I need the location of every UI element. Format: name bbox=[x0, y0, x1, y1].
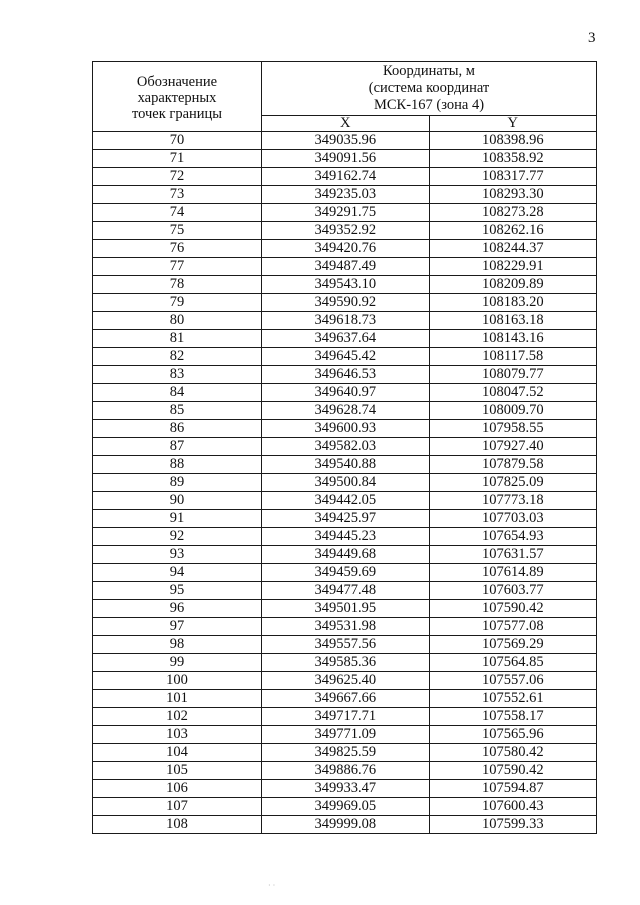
x-coordinate-cell: 349162.74 bbox=[262, 168, 430, 186]
table-row bbox=[93, 222, 597, 240]
x-coordinate-cell: 349557.56 bbox=[262, 636, 430, 654]
table-row bbox=[93, 150, 597, 168]
point-cell: 72 bbox=[93, 168, 262, 186]
table-row bbox=[93, 186, 597, 204]
x-coordinate-cell: 349585.36 bbox=[262, 654, 430, 672]
point-cell: 77 bbox=[93, 258, 262, 276]
coordinates-header bbox=[262, 62, 597, 116]
x-coordinate-cell: 349771.09 bbox=[262, 726, 430, 744]
x-coordinate-cell: 349442.05 bbox=[262, 492, 430, 510]
table-row bbox=[93, 708, 597, 726]
y-coordinate-cell: 108117.58 bbox=[429, 348, 597, 366]
table-row bbox=[93, 600, 597, 618]
y-coordinate-cell: 107600.43 bbox=[429, 798, 597, 816]
point-cell: 78 bbox=[93, 276, 262, 294]
point-cell: 76 bbox=[93, 240, 262, 258]
table-row bbox=[93, 456, 597, 474]
x-coordinate-cell: 349640.97 bbox=[262, 384, 430, 402]
point-cell: 88 bbox=[93, 456, 262, 474]
x-coordinate-cell: 349628.74 bbox=[262, 402, 430, 420]
point-cell: 80 bbox=[93, 312, 262, 330]
point-cell: 98 bbox=[93, 636, 262, 654]
point-cell: 81 bbox=[93, 330, 262, 348]
point-cell: 79 bbox=[93, 294, 262, 312]
point-cell: 93 bbox=[93, 546, 262, 564]
y-coordinate-cell: 107594.87 bbox=[429, 780, 597, 798]
x-coordinate-cell: 349600.93 bbox=[262, 420, 430, 438]
x-coordinate-cell: 349425.97 bbox=[262, 510, 430, 528]
point-cell: 94 bbox=[93, 564, 262, 582]
point-cell: 105 bbox=[93, 762, 262, 780]
y-coordinate-cell: 108163.18 bbox=[429, 312, 597, 330]
point-cell: 73 bbox=[93, 186, 262, 204]
y-coordinate-cell: 108143.16 bbox=[429, 330, 597, 348]
point-cell: 102 bbox=[93, 708, 262, 726]
x-coordinate-cell: 349420.76 bbox=[262, 240, 430, 258]
point-cell: 100 bbox=[93, 672, 262, 690]
x-column-header: X bbox=[262, 116, 430, 132]
y-column-header: Y bbox=[429, 116, 597, 132]
table-row bbox=[93, 366, 597, 384]
y-coordinate-cell: 107703.03 bbox=[429, 510, 597, 528]
y-coordinate-cell: 107879.58 bbox=[429, 456, 597, 474]
x-coordinate-cell: 349999.08 bbox=[262, 816, 430, 834]
point-cell: 92 bbox=[93, 528, 262, 546]
point-header-line: точек границы bbox=[131, 105, 223, 122]
x-coordinate-cell: 349618.73 bbox=[262, 312, 430, 330]
table-header-row bbox=[93, 62, 597, 116]
y-coordinate-cell: 107599.33 bbox=[429, 816, 597, 834]
y-coordinate-cell: 107557.06 bbox=[429, 672, 597, 690]
table-row bbox=[93, 744, 597, 762]
table-row bbox=[93, 132, 597, 150]
y-coordinate-cell: 107603.77 bbox=[429, 582, 597, 600]
point-cell: 96 bbox=[93, 600, 262, 618]
y-coordinate-cell: 107564.85 bbox=[429, 654, 597, 672]
table-row bbox=[93, 384, 597, 402]
point-cell: 99 bbox=[93, 654, 262, 672]
table-row bbox=[93, 330, 597, 348]
x-coordinate-cell: 349590.92 bbox=[262, 294, 430, 312]
x-coordinate-cell: 349291.75 bbox=[262, 204, 430, 222]
y-coordinate-cell: 108358.92 bbox=[429, 150, 597, 168]
boundary-points-table bbox=[92, 61, 597, 834]
point-designation-header bbox=[93, 62, 262, 132]
x-coordinate-cell: 349543.10 bbox=[262, 276, 430, 294]
y-coordinate-cell: 108293.30 bbox=[429, 186, 597, 204]
table-row bbox=[93, 528, 597, 546]
point-cell: 84 bbox=[93, 384, 262, 402]
point-cell: 90 bbox=[93, 492, 262, 510]
table-row bbox=[93, 672, 597, 690]
x-coordinate-cell: 349933.47 bbox=[262, 780, 430, 798]
x-coordinate-cell: 349091.56 bbox=[262, 150, 430, 168]
table-row bbox=[93, 636, 597, 654]
table-row bbox=[93, 474, 597, 492]
point-cell: 97 bbox=[93, 618, 262, 636]
table-row bbox=[93, 294, 597, 312]
table-row bbox=[93, 276, 597, 294]
table-row bbox=[93, 240, 597, 258]
y-coordinate-cell: 107590.42 bbox=[429, 762, 597, 780]
table-row bbox=[93, 546, 597, 564]
page-number: 3 bbox=[588, 30, 596, 46]
y-coordinate-cell: 108229.91 bbox=[429, 258, 597, 276]
table-row bbox=[93, 420, 597, 438]
x-coordinate-cell: 349449.68 bbox=[262, 546, 430, 564]
point-header-line: характерных bbox=[137, 89, 217, 106]
x-coordinate-cell: 349445.23 bbox=[262, 528, 430, 546]
y-coordinate-cell: 108009.70 bbox=[429, 402, 597, 420]
point-cell: 86 bbox=[93, 420, 262, 438]
coordinates-header-line: (система координат bbox=[368, 80, 490, 97]
y-coordinate-cell: 107565.96 bbox=[429, 726, 597, 744]
point-cell: 82 bbox=[93, 348, 262, 366]
point-header-line: Обозначение bbox=[136, 73, 218, 90]
point-cell: 91 bbox=[93, 510, 262, 528]
table-row bbox=[93, 726, 597, 744]
table-row bbox=[93, 798, 597, 816]
table-body bbox=[93, 132, 597, 834]
point-cell: 75 bbox=[93, 222, 262, 240]
y-coordinate-cell: 107958.55 bbox=[429, 420, 597, 438]
y-coordinate-cell: 107614.89 bbox=[429, 564, 597, 582]
point-cell: 83 bbox=[93, 366, 262, 384]
x-coordinate-cell: 349717.71 bbox=[262, 708, 430, 726]
table-row bbox=[93, 204, 597, 222]
x-coordinate-cell: 349500.84 bbox=[262, 474, 430, 492]
table-row bbox=[93, 654, 597, 672]
table-row bbox=[93, 492, 597, 510]
x-coordinate-cell: 349625.40 bbox=[262, 672, 430, 690]
y-coordinate-cell: 107569.29 bbox=[429, 636, 597, 654]
x-coordinate-cell: 349540.88 bbox=[262, 456, 430, 474]
point-cell: 103 bbox=[93, 726, 262, 744]
point-cell: 104 bbox=[93, 744, 262, 762]
y-coordinate-cell: 107773.18 bbox=[429, 492, 597, 510]
point-cell: 106 bbox=[93, 780, 262, 798]
x-coordinate-cell: 349646.53 bbox=[262, 366, 430, 384]
x-coordinate-cell: 349969.05 bbox=[262, 798, 430, 816]
x-coordinate-cell: 349035.96 bbox=[262, 132, 430, 150]
table-row bbox=[93, 564, 597, 582]
point-cell: 85 bbox=[93, 402, 262, 420]
table-row bbox=[93, 762, 597, 780]
table-row bbox=[93, 312, 597, 330]
table-row bbox=[93, 348, 597, 366]
y-coordinate-cell: 107590.42 bbox=[429, 600, 597, 618]
table-row bbox=[93, 402, 597, 420]
table-row bbox=[93, 582, 597, 600]
x-coordinate-cell: 349637.64 bbox=[262, 330, 430, 348]
x-coordinate-cell: 349352.92 bbox=[262, 222, 430, 240]
x-coordinate-cell: 349501.95 bbox=[262, 600, 430, 618]
point-cell: 70 bbox=[93, 132, 262, 150]
table-row bbox=[93, 168, 597, 186]
x-coordinate-cell: 349667.66 bbox=[262, 690, 430, 708]
table-row bbox=[93, 510, 597, 528]
x-coordinate-cell: 349235.03 bbox=[262, 186, 430, 204]
table-row bbox=[93, 816, 597, 834]
footer-mark: · · bbox=[268, 881, 276, 890]
point-cell: 71 bbox=[93, 150, 262, 168]
y-coordinate-cell: 107927.40 bbox=[429, 438, 597, 456]
y-coordinate-cell: 108244.37 bbox=[429, 240, 597, 258]
y-coordinate-cell: 107558.17 bbox=[429, 708, 597, 726]
y-coordinate-cell: 108273.28 bbox=[429, 204, 597, 222]
table-header bbox=[93, 62, 597, 132]
coordinates-header-line: МСК-167 (зона 4) bbox=[373, 97, 485, 114]
x-coordinate-cell: 349487.49 bbox=[262, 258, 430, 276]
y-coordinate-cell: 108183.20 bbox=[429, 294, 597, 312]
x-coordinate-cell: 349645.42 bbox=[262, 348, 430, 366]
point-cell: 95 bbox=[93, 582, 262, 600]
y-coordinate-cell: 107577.08 bbox=[429, 618, 597, 636]
x-coordinate-cell: 349886.76 bbox=[262, 762, 430, 780]
x-coordinate-cell: 349531.98 bbox=[262, 618, 430, 636]
point-cell: 108 bbox=[93, 816, 262, 834]
point-cell: 101 bbox=[93, 690, 262, 708]
y-coordinate-cell: 108398.96 bbox=[429, 132, 597, 150]
x-coordinate-cell: 349582.03 bbox=[262, 438, 430, 456]
y-coordinate-cell: 107825.09 bbox=[429, 474, 597, 492]
y-coordinate-cell: 108262.16 bbox=[429, 222, 597, 240]
x-coordinate-cell: 349459.69 bbox=[262, 564, 430, 582]
y-coordinate-cell: 107631.57 bbox=[429, 546, 597, 564]
table-row bbox=[93, 258, 597, 276]
y-coordinate-cell: 108047.52 bbox=[429, 384, 597, 402]
y-coordinate-cell: 108209.89 bbox=[429, 276, 597, 294]
table-row bbox=[93, 690, 597, 708]
y-coordinate-cell: 107580.42 bbox=[429, 744, 597, 762]
x-coordinate-cell: 349825.59 bbox=[262, 744, 430, 762]
y-coordinate-cell: 107552.61 bbox=[429, 690, 597, 708]
y-coordinate-cell: 107654.93 bbox=[429, 528, 597, 546]
coordinates-header-line: Координаты, м bbox=[383, 63, 475, 80]
table-row bbox=[93, 618, 597, 636]
y-coordinate-cell: 108317.77 bbox=[429, 168, 597, 186]
point-cell: 87 bbox=[93, 438, 262, 456]
point-cell: 89 bbox=[93, 474, 262, 492]
x-coordinate-cell: 349477.48 bbox=[262, 582, 430, 600]
table-row bbox=[93, 780, 597, 798]
point-cell: 107 bbox=[93, 798, 262, 816]
table-row bbox=[93, 438, 597, 456]
point-cell: 74 bbox=[93, 204, 262, 222]
y-coordinate-cell: 108079.77 bbox=[429, 366, 597, 384]
